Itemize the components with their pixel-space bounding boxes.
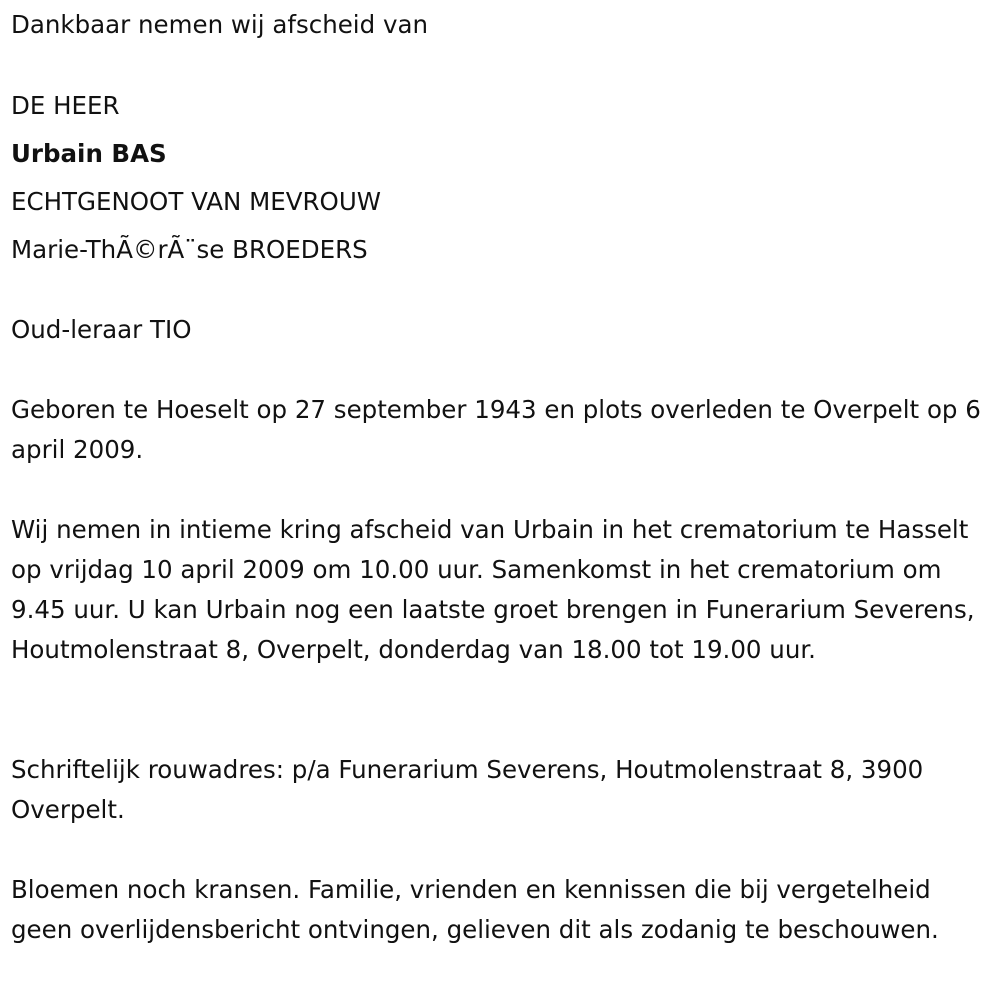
flowers-note-paragraph: Bloemen noch kransen. Familie, vrienden en kennissen die bij vergetelheid geen overlijdensbericht ontvingen, gelieven dit als zodanig te beschouwen. [11,875,939,944]
address-paragraph: Schriftelijk rouwadres: p/a Funerarium Severens, Houtmolenstraat 8, 3900 Overpelt. [11,755,924,824]
intro-text: Dankbaar nemen wij afscheid van [11,10,428,39]
honorific: DE HEER [11,91,120,120]
occupation: Oud-leraar TIO [11,315,192,344]
ceremony-paragraph: Wij nemen in intieme kring afscheid van Urbain in het crematorium te Hasselt op vrijdag 10 april 2009 om 10.00 uur. Samenkomst in het crematorium om 9.45 uur. U kan Urbain nog een laatste groet brengen in Funerarium Severens, Houtmolenstraat 8, Overpelt, donderdag van 18.00 tot 19.00 uur. [11,515,975,664]
spouse-name: Marie-ThÃ©rÃ¨se BROEDERS [11,235,368,264]
deceased-name: Urbain BAS [11,139,167,168]
birth-death-paragraph: Geboren te Hoeselt op 27 september 1943 en plots overleden te Overpelt op 6 april 2009. [11,395,981,464]
spouse-label: ECHTGENOOT VAN MEVROUW [11,187,382,216]
